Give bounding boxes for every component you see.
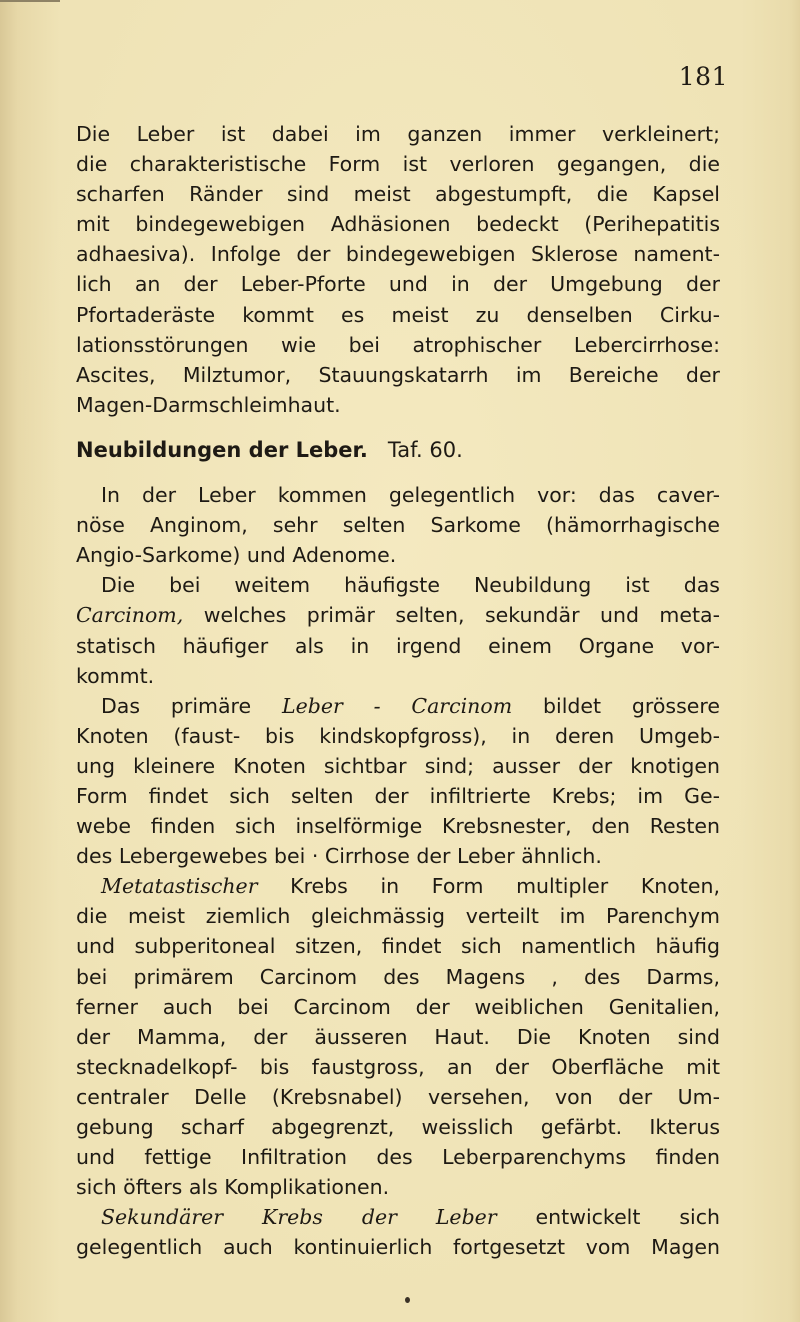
text-line xyxy=(76,691,720,721)
page-body xyxy=(76,119,720,1262)
paragraph-3 xyxy=(76,570,720,690)
text-line: mit bindegewebigen Adhäsionen bedeckt (Perihepatitis xyxy=(76,212,720,237)
text-line: gelegentlich auch kontinuierlich fortgesetzt vom Magen xyxy=(76,1235,720,1260)
text-line: Form findet sich selten der infiltrierte Krebs; im Ge- xyxy=(76,783,720,808)
text-line xyxy=(76,871,720,901)
text-line: lationsstörungen wie bei atrophischer Lebercirrhose: xyxy=(76,332,720,357)
text-span: entwickelt sich xyxy=(496,1205,720,1230)
page-edge-line xyxy=(0,0,60,2)
text-span: welches primär selten, sekundär und meta- xyxy=(183,603,720,628)
text-line: und fettige Infiltration des Leberparenchyms finden xyxy=(76,1145,720,1170)
page-number: 181 xyxy=(678,62,728,91)
paragraph-6 xyxy=(76,1202,720,1262)
text-line: sich öfters als Komplikationen. xyxy=(76,1175,390,1200)
text-line: Magen-Darmschleimhaut. xyxy=(76,392,341,417)
emphasis-metatastischer: Metatastischer xyxy=(101,874,258,899)
text-span: Krebs in Form multipler Knoten, xyxy=(257,874,720,899)
paragraph-4 xyxy=(76,691,720,872)
text-line: statisch häufiger als in irgend einem Organe vor- xyxy=(76,633,720,658)
paragraph-5 xyxy=(76,871,720,1202)
text-span: Das primäre xyxy=(101,693,282,718)
paragraph-2 xyxy=(76,480,720,570)
emphasis-carcinom: Carcinom, xyxy=(76,603,184,628)
emphasis-leber-carcinom: Leber - Carcinom xyxy=(281,693,513,718)
text-line: bei primärem Carcinom des Magens , des Darms, xyxy=(76,964,720,989)
text-line xyxy=(76,600,720,630)
text-line: Knoten (faust- bis kindskopfgross), in deren Umgeb- xyxy=(76,723,720,748)
emphasis-sekundaerer-krebs: Sekundärer Krebs der Leber xyxy=(101,1205,497,1230)
text-line: des Lebergewebes bei · Cirrhose der Leber ähnlich. xyxy=(76,844,602,869)
text-line: Angio-Sarkome) und Adenome. xyxy=(76,543,397,568)
text-line: adhaesiva). Infolge der bindegewebigen Sklerose nament- xyxy=(76,242,720,267)
text-line: webe finden sich inselförmige Krebsnester, den Resten xyxy=(76,814,720,839)
text-line: der Mamma, der äusseren Haut. Die Knoten sind xyxy=(76,1024,720,1049)
text-line: die charakteristische Form ist verloren gegangen, die xyxy=(76,152,720,177)
text-line: Die bei weitem häufigste Neubildung ist das xyxy=(101,573,720,598)
text-line: Ascites, Milztumor, Stauungskatarrh im Bereiche der xyxy=(76,362,720,387)
text-line: ferner auch bei Carcinom der weiblichen Genitalien, xyxy=(76,994,720,1019)
text-line: kommt. xyxy=(76,663,155,688)
plate-reference-text: Taf. 60. xyxy=(387,437,463,462)
text-line: centraler Delle (Krebsnabel) versehen, von der Um- xyxy=(76,1084,720,1109)
text-line: ung kleinere Knoten sichtbar sind; ausser der knotigen xyxy=(76,753,720,778)
text-line: Pfortaderäste kommt es meist zu denselben Cirku- xyxy=(76,302,720,327)
text-line: scharfen Ränder sind meist abgestumpft, die Kapsel xyxy=(76,182,720,207)
section-heading xyxy=(76,435,720,465)
text-line: und subperitoneal sitzen, findet sich namentlich häufig xyxy=(76,934,720,959)
section-title: Neubildungen der Leber. xyxy=(76,437,368,462)
ink-speck xyxy=(405,1297,410,1303)
text-line: In der Leber kommen gelegentlich vor: das caver- xyxy=(101,483,720,508)
text-line: lich an der Leber-Pforte und in der Umgebung der xyxy=(76,272,720,297)
text-line: gebung scharf abgegrenzt, weisslich gefärbt. Ikterus xyxy=(76,1115,720,1139)
plate-reference xyxy=(375,438,463,462)
paragraph-1 xyxy=(76,119,720,420)
text-line: die meist ziemlich gleichmässig verteilt im Parenchym xyxy=(76,904,720,929)
text-line: stecknadelkopf- bis faustgross, an der Oberfläche mit xyxy=(76,1054,720,1079)
text-line: nöse Anginom, sehr selten Sarkome (hämorrhagische xyxy=(76,513,720,538)
text-span: bildet grössere xyxy=(512,693,720,718)
text-line: Die Leber ist dabei im ganzen immer verkleinert; xyxy=(76,122,720,146)
text-line xyxy=(76,1202,720,1232)
